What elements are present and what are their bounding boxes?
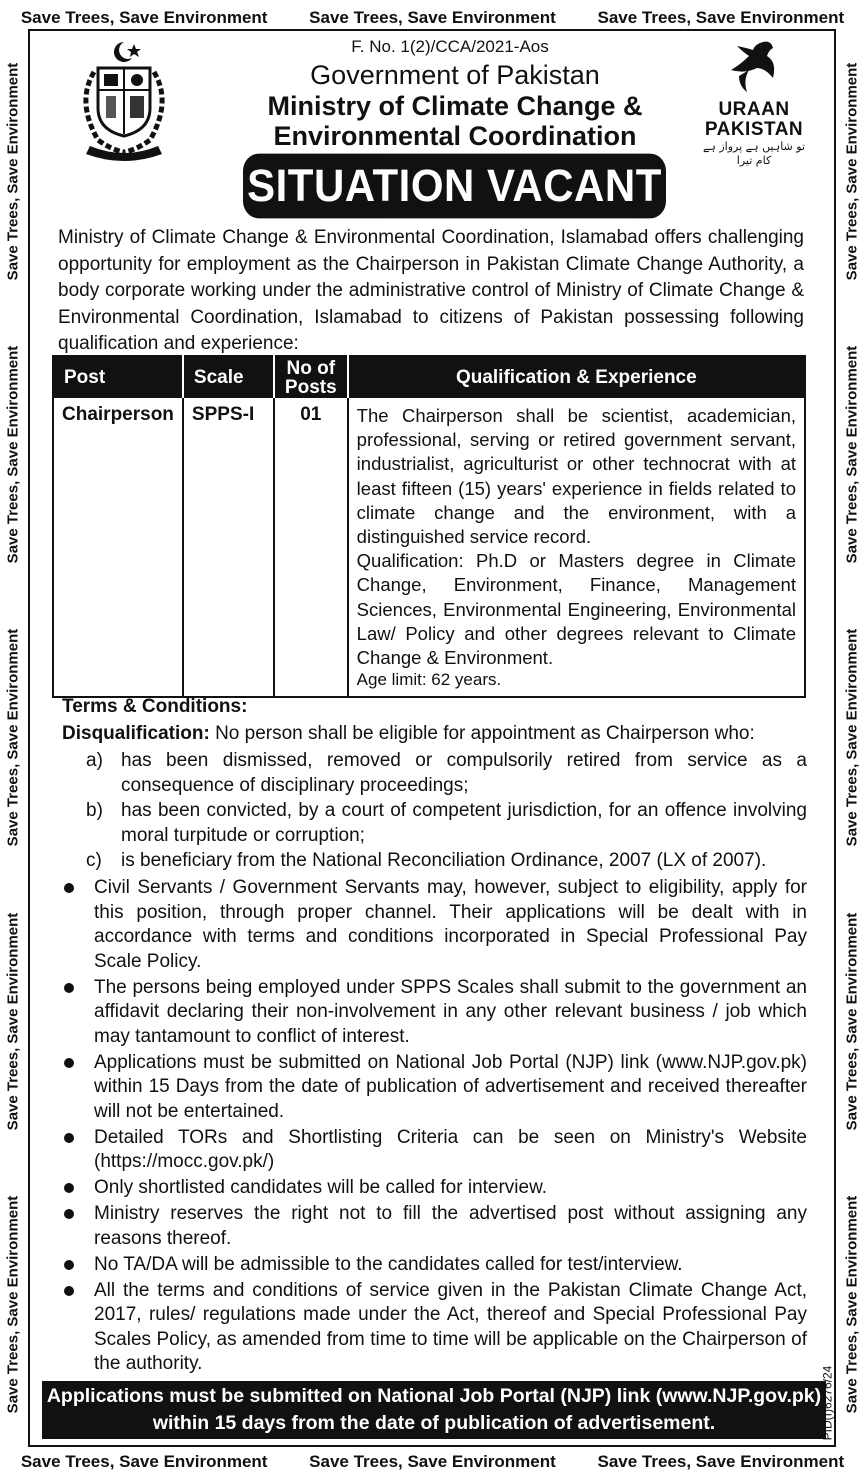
list-item: [62, 1279, 807, 1377]
disqualification-label: Disqualification:: [62, 723, 210, 744]
age-limit: Age limit: 62 years.: [356, 670, 502, 690]
government-title: Government of Pakistan: [310, 60, 600, 90]
border-slogan: Save Trees, Save Environment: [309, 1452, 556, 1471]
disqualification-text: No person shall be eligible for appointment as Chairperson who:: [209, 723, 755, 744]
cell-posts: 01: [274, 398, 348, 697]
ministry-line-1: Ministry of Climate Change &: [267, 91, 643, 121]
footer-banner: [42, 1381, 826, 1439]
list-item-text: No TA/DA will be admissible to the candidates called for test/interview.: [94, 1253, 683, 1275]
ministry-title: [205, 91, 705, 151]
border-slogan: Save Trees, Save Environment: [309, 8, 556, 27]
border-slogan: Save Trees, Save Environment: [843, 629, 861, 847]
experience-text: The Chairperson shall be scientist, academician, professional, serving or retired government servant, industrialist, agriculturist or other technocrat with at least fifteen (15) years' experience in fields related to climate change and the environment, with a distinguished service record.: [356, 405, 796, 548]
bullet-icon: [64, 1209, 74, 1219]
header-scale: Scale: [183, 356, 274, 398]
terms-heading: Terms & Conditions:: [62, 696, 248, 717]
list-item-text: Only shortlisted candidates will be called for interview.: [94, 1177, 548, 1198]
bottom-border-slogans: [0, 1448, 865, 1476]
bullet-icon: [64, 1286, 74, 1296]
border-slogan: Save Trees, Save Environment: [597, 8, 845, 27]
list-marker: c): [86, 850, 102, 871]
list-item-text: Ministry reserves the right not to fill the advertised post without assigning any reasons thereof.: [94, 1203, 807, 1249]
list-item-text: has been dismissed, removed or compulsorily retired from service as a consequence of disciplinary proceedings;: [121, 750, 807, 796]
disqualification-list: [62, 749, 807, 875]
list-item: [62, 876, 807, 974]
list-item-text: is beneficiary from the National Reconciliation Ordinance, 2007 (LX of 2007).: [121, 850, 767, 871]
list-item: [62, 1202, 807, 1251]
border-slogan: Save Trees, Save Environment: [4, 62, 22, 281]
right-border-slogans: [839, 30, 865, 1446]
list-item-text: Civil Servants / Government Servants may, however, subject to eligibility, apply for this position, through proper channel. Their applications will be dealt with in accordance with terms and conditions incorporated in Special Professional Pay Scale Policy.: [94, 877, 807, 972]
header-post: Post: [53, 356, 183, 398]
bullet-icon: [64, 983, 74, 993]
border-slogan: Save Trees, Save Environment: [843, 1195, 861, 1414]
list-marker: b): [86, 800, 103, 821]
header-posts-line-2: Posts: [284, 376, 337, 398]
bullet-icon: [64, 1183, 74, 1193]
pid-number: [820, 1360, 834, 1445]
list-item-text: All the terms and conditions of service given in the Pakistan Climate Change Act, 2017, rules/ regulations made under the Act, thereof and Special Professional Pay Scales Policy, as amended from time to time will be applicable on the Chairperson of the authority.: [94, 1279, 807, 1374]
conditions-list: [62, 876, 807, 1378]
uraan-word: URAAN: [718, 99, 790, 120]
eagle-icon: [719, 40, 789, 100]
list-item-text: Applications must be submitted on National Job Portal (NJP) link (www.NJP.gov.pk) within 15 Days from the date of publication of advertisement and received thereafter will not be entertained.: [94, 1051, 807, 1122]
footer-line-1: Applications must be submitted on National Job Portal (NJP) link (www.NJP.gov.pk): [46, 1385, 822, 1407]
border-slogan: Save Trees, Save Environment: [843, 62, 861, 281]
state-emblem-icon: [68, 38, 180, 162]
file-number: F. No. 1(2)/CCA/2021-Aos: [351, 37, 549, 56]
header-qualification: Qualification & Experience: [348, 356, 805, 398]
header-no-of-posts: [274, 356, 348, 398]
header-posts-line-1: No of: [286, 357, 336, 379]
cell-qualification: [348, 398, 805, 697]
intro-paragraph: Ministry of Climate Change & Environmental Coordination, Islamabad offers challenging opportunity for employment as the Chairperson in Pakistan Climate Change Authority, a body corporate working under the administrative control of Ministry of Climate Change & Environmental Coordination, Islamabad to citizens of Pakistan possessing following qualification and experience:: [58, 227, 804, 354]
list-item: [62, 749, 807, 798]
border-slogan: Save Trees, Save Environment: [843, 912, 861, 1130]
table-row: [53, 398, 805, 697]
footer-line-2: within 15 days from the date of publication of advertisement.: [152, 1412, 716, 1434]
list-item: [62, 849, 807, 874]
situation-vacant-banner: SITUATION VACANT: [243, 154, 666, 219]
list-marker: a): [86, 750, 103, 771]
bullet-icon: [64, 1260, 74, 1270]
border-slogan: Save Trees, Save Environment: [20, 1452, 268, 1471]
cell-scale: SPPS-I: [183, 398, 274, 697]
top-border-slogans: [0, 4, 865, 32]
table-header-row: [53, 356, 805, 398]
bullet-icon: [64, 883, 74, 893]
list-item: [62, 1051, 807, 1125]
border-slogan: Save Trees, Save Environment: [597, 1452, 845, 1471]
list-item: [62, 1126, 807, 1175]
pakistan-word: PAKISTAN: [704, 119, 804, 140]
list-item-text: Detailed TORs and Shortlisting Criteria can be seen on Ministry's Website (https://mocc.gov.pk/): [94, 1126, 807, 1172]
list-item: [62, 1253, 807, 1278]
disqualification-line: [62, 723, 807, 745]
border-slogan: Save Trees, Save Environment: [4, 345, 22, 564]
ministry-line-2: Environmental Coordination: [273, 121, 637, 151]
border-slogan: Save Trees, Save Environment: [20, 8, 268, 27]
uraan-pakistan-logo: [694, 40, 814, 165]
border-slogan: Save Trees, Save Environment: [843, 345, 861, 564]
uraan-tagline: تو شاہیں ہے پرواز ہے کام تیرا: [702, 140, 806, 167]
bullet-icon: [64, 1133, 74, 1143]
list-item-text: has been convicted, by a court of competent jurisdiction, for an offence involving moral turpitude or corruption;: [121, 800, 807, 846]
bullet-icon: [64, 1058, 74, 1068]
vacancy-table: [52, 355, 806, 698]
border-slogan: Save Trees, Save Environment: [4, 1195, 22, 1414]
left-border-slogans: [0, 30, 26, 1446]
qualification-text: Qualification: Ph.D or Masters degree in Climate Change, Environment, Finance, Management Sciences, Environmental Engineering, Environmental Law/ Policy and other degrees relevant to Climate Change & Environment.: [356, 550, 796, 669]
list-item: [62, 976, 807, 1050]
cell-post: Chairperson: [53, 398, 183, 697]
border-slogan: Save Trees, Save Environment: [4, 629, 22, 847]
list-item: [62, 1176, 807, 1201]
pid-text: PID(I)6276/24: [820, 1365, 834, 1440]
list-item: [62, 799, 807, 848]
border-slogan: Save Trees, Save Environment: [4, 912, 22, 1130]
list-item-text: The persons being employed under SPPS Scales shall submit to the government an affidavit declaring their non-involvement in any other relevant business / job which may tantamount to conflict of interest.: [94, 976, 807, 1047]
